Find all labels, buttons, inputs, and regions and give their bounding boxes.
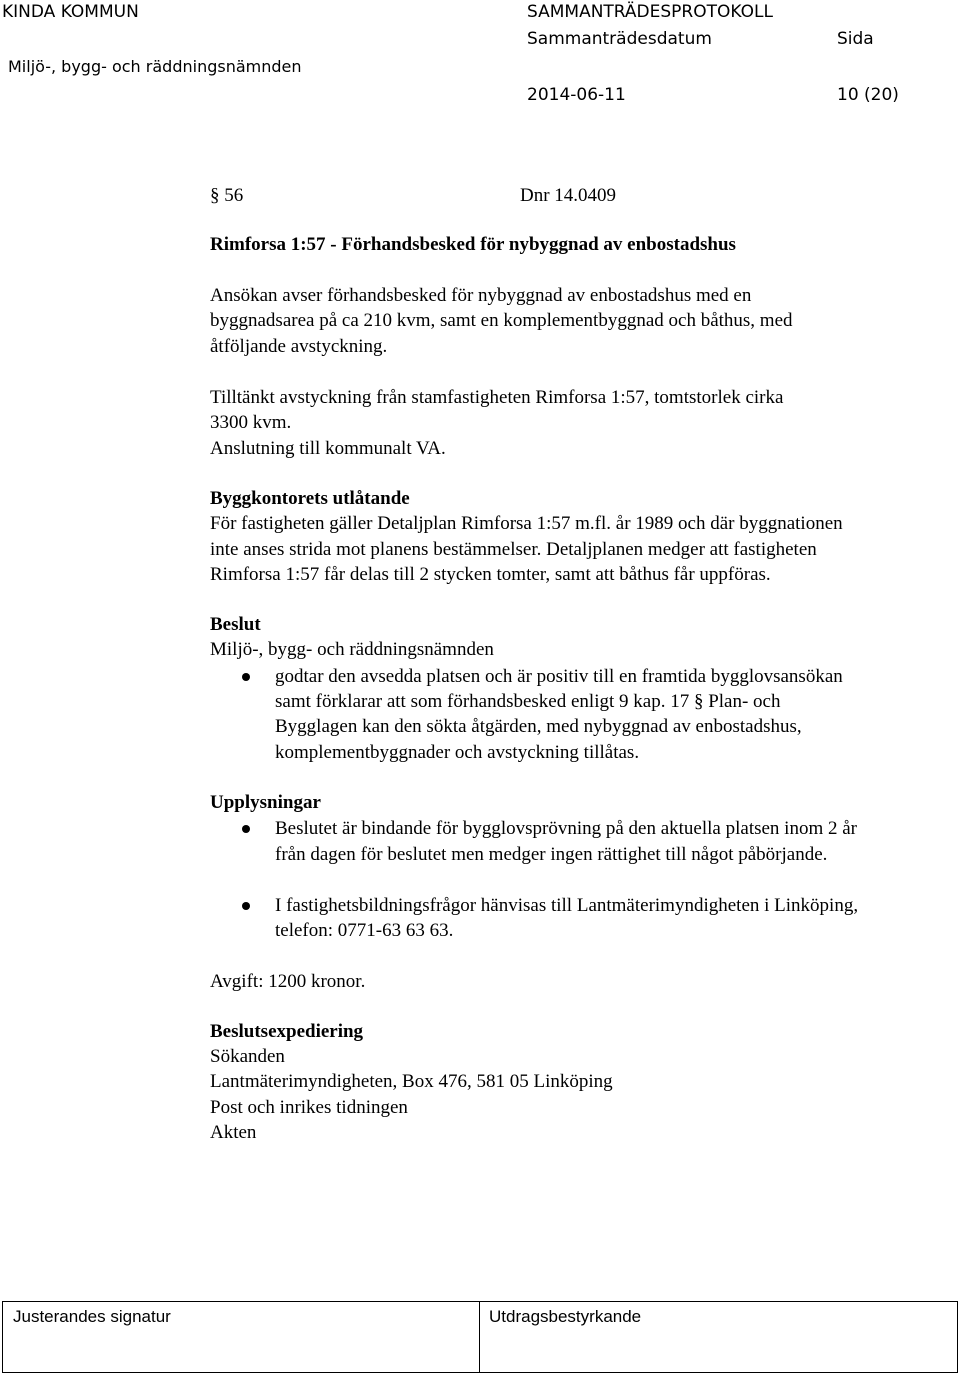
signature-box (2, 1301, 958, 1373)
dispatch-recipient: Akten (210, 1122, 257, 1143)
decision-bullet-line-2: samt förklarar att som förhandsbesked enligt 9 kap. 17 § Plan- och (275, 691, 781, 712)
section-sign: § (693, 691, 704, 712)
decision-heading: Beslut (210, 614, 261, 635)
section-sign: § (210, 185, 220, 206)
decision-body: Miljö-, bygg- och räddningsnämnden (210, 639, 494, 660)
decision-bullet-line: Bygglagen kan den sökta åtgärden, med nybyggnad av enbostadshus, (275, 716, 802, 737)
organization-name: KINDA KOMMUN (2, 2, 139, 22)
adjuster-signature-label: Justerandes signatur (13, 1307, 171, 1326)
info-heading: Upplysningar (210, 792, 321, 813)
item-number: 56 (224, 185, 244, 206)
dispatch-recipient: Sökanden (210, 1046, 285, 1067)
plan-line: 3300 kvm. (210, 412, 292, 433)
bullet (242, 673, 250, 681)
bullet (242, 825, 250, 833)
info-bullet-line: från dagen för beslutet men medger ingen rättighet till något påbörjande. (275, 844, 828, 865)
committee-name: Miljö-, bygg- och räddningsnämnden (8, 57, 302, 76)
info-bullet-line: Beslutet är bindande för bygglovsprövning på den aktuella platsen inom 2 år (275, 818, 857, 839)
date-label: Sammanträdesdatum (527, 29, 712, 49)
office-line: Rimforsa 1:57 får delas till 2 stycken tomter, samt att båthus får uppföras. (210, 564, 771, 585)
item-title: Rimforsa 1:57 - Förhandsbesked för nybyggnad av enbostadshus (210, 234, 736, 255)
office-line: inte anses strida mot planens bestämmelser. Detaljplanen medger att fastigheten (210, 539, 817, 560)
item-number-line (210, 183, 243, 209)
document-type: SAMMANTRÄDESPROTOKOLL (527, 2, 773, 22)
dispatch-heading: Beslutsexpediering (210, 1021, 364, 1042)
plan-line: Anslutning till kommunalt VA. (210, 438, 446, 459)
dispatch-recipient: Lantmäterimyndigheten, Box 476, 581 05 Linköping (210, 1071, 613, 1092)
office-heading: Byggkontorets utlåtande (210, 488, 410, 509)
office-line: För fastigheten gäller Detaljplan Rimforsa 1:57 m.fl. år 1989 och där byggnationen (210, 513, 843, 534)
intro-line: åtföljande avstyckning. (210, 336, 388, 357)
intro-line: Ansökan avser förhandsbesked för nybyggnad av enbostadshus med en (210, 285, 752, 306)
decision-bullet-line: godtar den avsedda platsen och är positiv till en framtida bygglovsansökan (275, 666, 843, 687)
info-bullet-line: telefon: 0771-63 63 63. (275, 920, 454, 941)
page-number: 10 (20) (837, 85, 899, 105)
page-label: Sida (837, 29, 874, 49)
signature-divider (479, 1302, 480, 1372)
intro-line: byggnadsarea på ca 210 kvm, samt en komplementbyggnad och båthus, med (210, 310, 793, 331)
dnr: Dnr 14.0409 (520, 185, 617, 206)
info-bullet-line: I fastighetsbildningsfrågor hänvisas till Lantmäterimyndigheten i Linköping, (275, 895, 859, 916)
bullet (242, 902, 250, 910)
decision-bullet-line: komplementbyggnader och avstyckning tillåtas. (275, 742, 640, 763)
plan-line: Tilltänkt avstyckning från stamfastigheten Rimforsa 1:57, tomtstorlek cirka (210, 387, 784, 408)
dispatch-recipient: Post och inrikes tidningen (210, 1097, 408, 1118)
meeting-date: 2014-06-11 (527, 85, 626, 105)
fee: Avgift: 1200 kronor. (210, 971, 366, 992)
extract-certification-label: Utdragsbestyrkande (489, 1307, 642, 1326)
